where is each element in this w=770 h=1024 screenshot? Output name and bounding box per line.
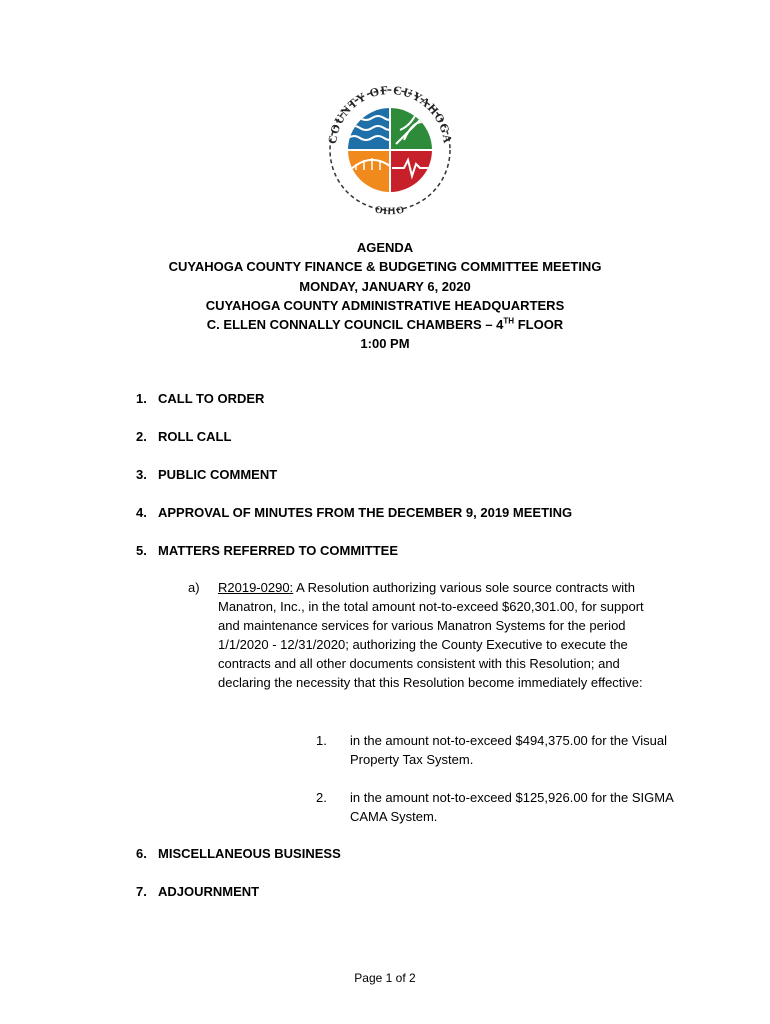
svg-text:OHIO — [374, 204, 406, 217]
resolution-subitem: 1. in the amount not-to-exceed $494,375.00 for the Visual Property Tax System. — [316, 733, 668, 767]
agenda-header — [0, 238, 770, 354]
resolution-text: A Resolution authorizing various sole source contracts with Manatron, Inc., in the total amount not-to-exceed $620,301.00, for support and maintenance services for various Manatron Systems for the period 1/1/2020 - 12/31/2020; authorizing the County Executive to execute the contracts and all other documents consistent with this Resolution; and declaring the necessity that this Resolution become immediately effective: — [218, 580, 644, 690]
agenda-item: 3. PUBLIC COMMENT — [136, 467, 278, 482]
header-chambers: C. ELLEN CONNALLY COUNCIL CHAMBERS – 4TH FLOOR — [206, 316, 564, 333]
agenda-item: 4. APPROVAL OF MINUTES FROM THE DECEMBER 9, 2019 MEETING — [136, 505, 573, 520]
agenda-item: 1. CALL TO ORDER — [136, 391, 265, 406]
agenda-item: 6. MISCELLANEOUS BUSINESS — [136, 846, 341, 861]
seal-top-text: COUNTY OF CUYAHOGA — [325, 82, 455, 145]
agenda-item: 5. MATTERS REFERRED TO COMMITTEE — [136, 543, 399, 558]
header-agenda: AGENDA — [356, 240, 414, 255]
agenda-item: 7. ADJOURNMENT — [136, 884, 260, 899]
resolution-letter: a) — [188, 580, 200, 595]
agenda-item: 2. ROLL CALL — [136, 429, 232, 444]
seal-bottom-text: OHIO — [373, 204, 407, 218]
header-committee: CUYAHOGA COUNTY FINANCE & BUDGETING COMMITTEE MEETING — [168, 259, 602, 275]
resolution-number: R2019-0290: — [218, 580, 294, 595]
header-location: CUYAHOGA COUNTY ADMINISTRATIVE HEADQUARTERS — [205, 297, 565, 313]
page-number: Page 1 of 2 — [354, 971, 416, 985]
county-seal-logo — [320, 70, 460, 220]
resolution-subitem: 2. in the amount not-to-exceed $125,926.00 for the SIGMA CAMA System. — [316, 790, 674, 824]
header-date: MONDAY, JANUARY 6, 2020 — [299, 278, 471, 294]
resolution-item — [188, 578, 668, 692]
header-time: 1:00 PM — [360, 336, 410, 352]
